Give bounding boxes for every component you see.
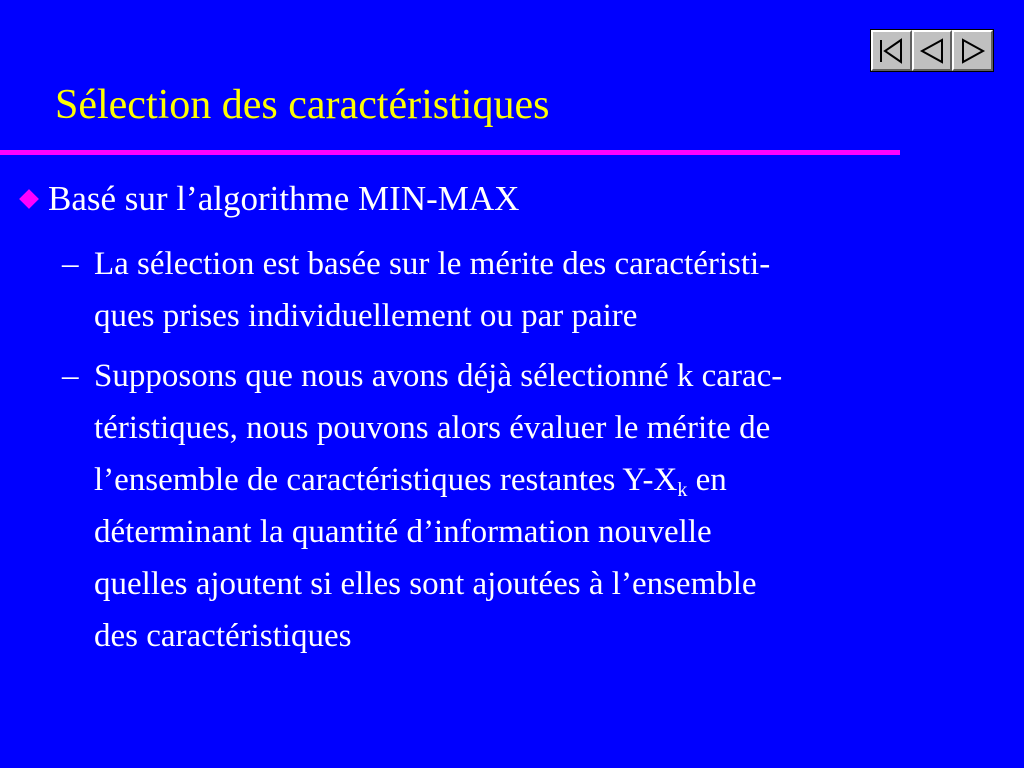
sub-item [62,350,987,662]
sub-item-line: téristiques, nous pouvons alors évaluer le mérite de [94,410,771,446]
previous-slide-icon [918,37,946,65]
first-slide-button[interactable] [871,30,912,71]
first-slide-icon [877,37,905,65]
sub-item-line: des caractéristiques [94,618,352,654]
next-slide-button[interactable] [952,30,993,71]
sub-item-line: Supposons que nous avons déjà sélectionné k carac- [94,358,783,394]
bullet-item [16,172,519,226]
sub-item-line: déterminant la quantité d’information nouvelle [94,514,712,550]
slide-navigation [870,29,994,72]
bullet-text: Basé sur l’algorithme MIN-MAX [48,179,520,218]
sub-item-line: La sélection est basée sur le mérite des caractéristi- [94,246,771,282]
diamond-bullet-icon [19,189,39,209]
sub-item-line [94,454,987,506]
sub-item-line: quelles ajoutent si elles sont ajoutées à l’ensemble [94,566,757,602]
title-divider [0,150,900,155]
sub-item-line: ques prises individuellement ou par paire [94,298,638,334]
previous-slide-button[interactable] [912,30,953,71]
line-text: en [687,462,727,498]
dash-marker: – [62,358,79,394]
sub-item [62,238,987,342]
slide-title: Sélection des caractéristiques [55,82,550,128]
subscript-k: k [677,479,688,501]
line-text: l’ensemble de caractéristiques restantes Y-X [94,462,678,498]
dash-marker: – [62,246,79,282]
next-slide-icon [959,37,987,65]
